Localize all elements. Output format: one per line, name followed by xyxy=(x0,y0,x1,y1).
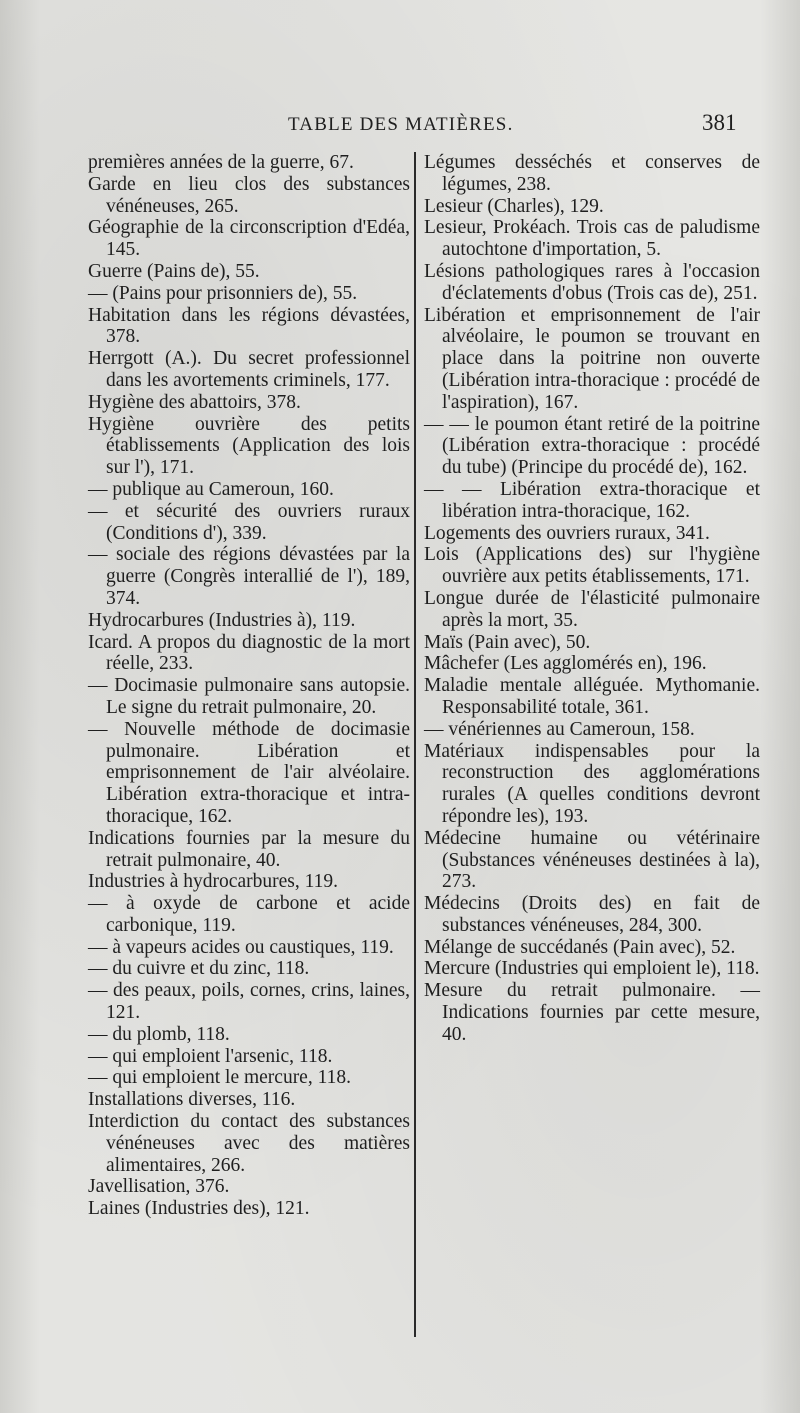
index-entry: Indications fournies par la mesure du retrait pulmonaire, 40. xyxy=(88,827,410,871)
running-title: TABLE DES MATIÈRES. xyxy=(288,114,514,135)
index-entry: Hygiène des abattoirs, 378. xyxy=(88,391,301,413)
index-entry: Mercure (Industries qui emploient le), 118. xyxy=(424,958,760,980)
index-entry: Légumes desséchés et conserves de légumes, 238. xyxy=(424,152,760,195)
index-entry: — et sécurité des ouvriers ruraux (Conditions d'), 339. xyxy=(88,500,410,544)
index-entry: Médecins (Droits des) en fait de substances vénéneuses, 284, 300. xyxy=(424,893,760,936)
index-entry: — sociale des régions dévastées par la guerre (Congrès interallié de l'), 189, 374. xyxy=(88,544,410,609)
index-entry: — du plomb, 118. xyxy=(88,1023,230,1045)
index-entry: Lésions pathologiques rares à l'occasion d'éclatements d'obus (Trois cas de), 251. xyxy=(424,260,760,304)
index-entry: — Docimasie pulmonaire sans autopsie. Le signe du retrait pulmonaire, 20. xyxy=(88,675,410,718)
index-entry: — — le poumon étant retiré de la poitrine (Libération extra-thoracique : procédé du tube) (Principe du procédé de), 162. xyxy=(424,413,760,479)
index-entry: Mesure du retrait pulmonaire. — Indications fournies par cette mesure, 40. xyxy=(424,980,760,1045)
index-entry: — qui emploient l'arsenic, 118. xyxy=(88,1045,333,1067)
index-entry: Industries à hydrocarbures, 119. xyxy=(88,871,338,893)
index-entry: — qui emploient le mercure, 118. xyxy=(88,1067,351,1089)
index-entry: Icard. A propos du diagnostic de la mort réelle, 233. xyxy=(88,631,410,675)
index-entry: Javellisation, 376. xyxy=(88,1176,230,1198)
index-entry: — des peaux, poils, cornes, crins, laines, 121. xyxy=(88,980,410,1024)
index-entry: — vénériennes au Cameroun, 158. xyxy=(424,718,695,740)
index-entry: Lois (Applications des) sur l'hygiène ouvrière aux petits établissements, 171. xyxy=(424,544,760,588)
index-entry: Laines (Industries des), 121. xyxy=(88,1198,310,1220)
column-divider xyxy=(414,152,416,1337)
index-column-right xyxy=(424,152,760,1046)
index-entry: — (Pains pour prisonniers de), 55. xyxy=(88,282,358,304)
index-column-left xyxy=(88,152,410,1220)
index-entry: Maïs (Pain avec), 50. xyxy=(424,631,591,653)
index-entry: Installations diverses, 116. xyxy=(88,1089,296,1111)
index-entry: Hygiène ouvrière des petits établissements (Application des lois sur l'), 171. xyxy=(88,413,410,479)
index-entry: Interdiction du contact des substances vénéneuses avec des matières alimentaires, 266. xyxy=(88,1111,410,1176)
index-entry: Habitation dans les régions dévastées, 378. xyxy=(88,304,410,348)
index-entry: — Nouvelle méthode de docimasie pulmonaire. Libération et emprisonnement de l'air alvéolaire. Libération extra-thoracique et intra-thoracique, 162. xyxy=(88,718,410,827)
index-entry: Géographie de la circonscription d'Edéa, 145. xyxy=(88,217,410,261)
index-entry: Matériaux indispensables pour la reconstruction des agglomérations rurales (A quelles conditions devront répondre les), 193. xyxy=(424,740,760,827)
index-entry: — à oxyde de carbone et acide carbonique, 119. xyxy=(88,893,410,936)
page-number: 381 xyxy=(702,110,737,135)
index-entry: Libération et emprisonnement de l'air alvéolaire, le poumon se trouvant en place dans la poitrine non ouverte (Libération intra-thoracique : procédé de l'aspiration), 167. xyxy=(424,304,760,413)
index-entry: Longue durée de l'élasticité pulmonaire après la mort, 35. xyxy=(424,587,760,631)
index-entry: Garde en lieu clos des substances vénéneuses, 265. xyxy=(88,173,410,217)
index-entry: Lesieur, Prokéach. Trois cas de paludisme autochtone d'importation, 5. xyxy=(424,217,760,261)
index-entry: Guerre (Pains de), 55. xyxy=(88,260,260,282)
index-entry: Logements des ouvriers ruraux, 341. xyxy=(424,522,710,544)
index-entry: — publique au Cameroun, 160. xyxy=(88,478,334,500)
index-entry: Mélange de succédanés (Pain avec), 52. xyxy=(424,936,736,958)
index-entry: — — Libération extra-thoracique et libération intra-thoracique, 162. xyxy=(424,478,760,522)
index-entry: Lesieur (Charles), 129. xyxy=(424,195,604,217)
index-entry: — à vapeurs acides ou caustiques, 119. xyxy=(88,936,394,958)
index-entry: — du cuivre et du zinc, 118. xyxy=(88,958,310,980)
index-entry: Hydrocarbures (Industries à), 119. xyxy=(88,609,356,631)
index-entry: Maladie mentale alléguée. Mythomanie. Responsabilité totale, 361. xyxy=(424,675,760,718)
index-entry: Médecine humaine ou vétérinaire (Substances vénéneuses destinées à la), 273. xyxy=(424,827,760,893)
index-entry: premières années de la guerre, 67. xyxy=(88,152,354,173)
index-entry: Herrgott (A.). Du secret professionnel dans les avortements criminels, 177. xyxy=(88,348,410,391)
index-entry: Mâchefer (Les agglomérés en), 196. xyxy=(424,653,707,675)
